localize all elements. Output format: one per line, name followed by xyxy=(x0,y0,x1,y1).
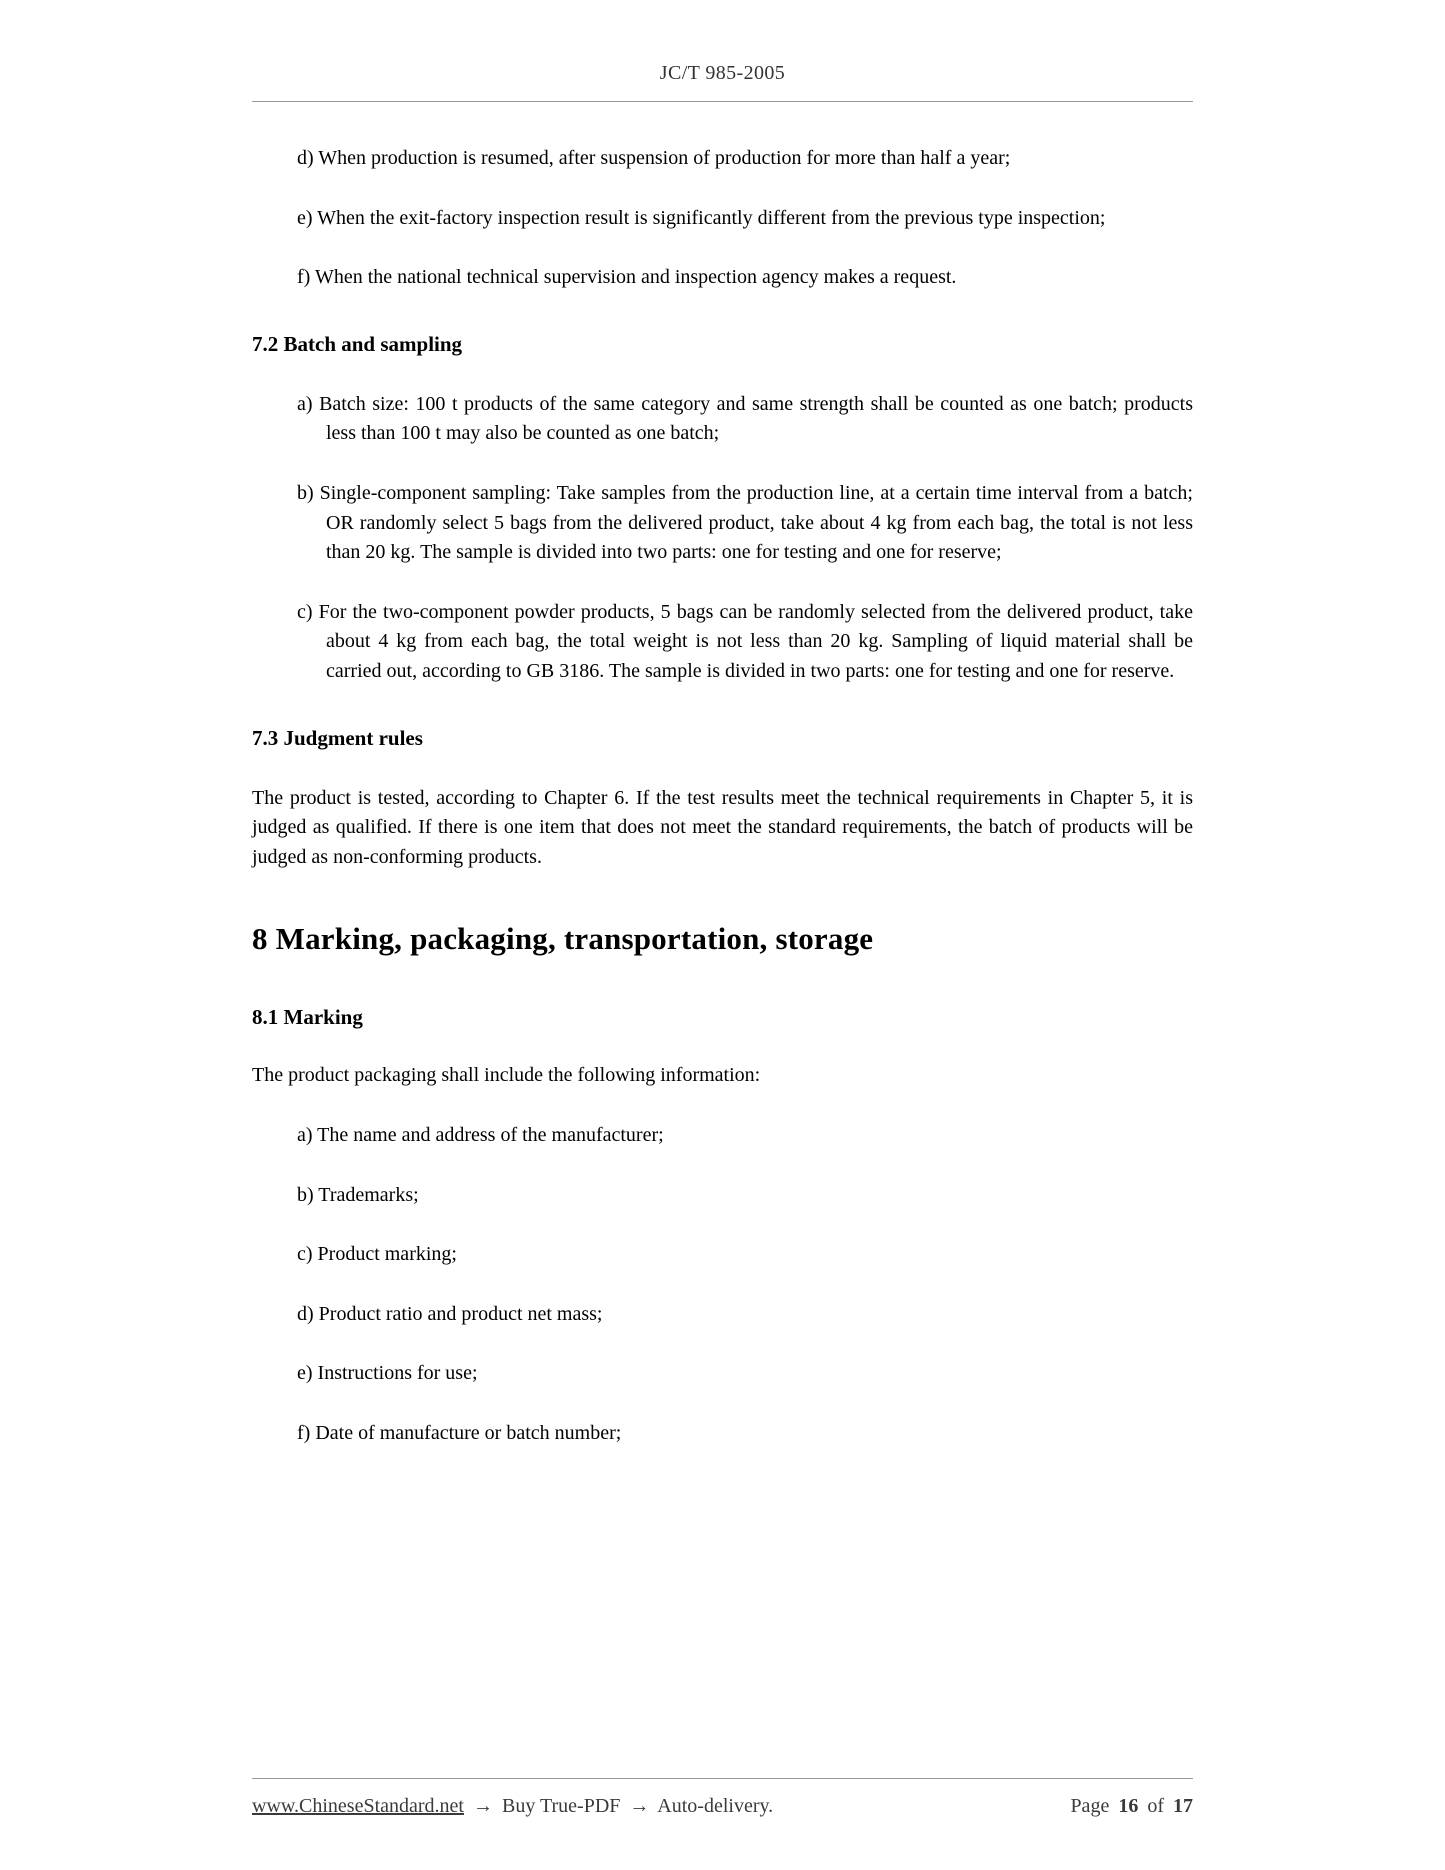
list-item-8-1-d: d) Product ratio and product net mass; xyxy=(297,1302,603,1325)
footer-source-line xyxy=(252,1795,777,1818)
of-word: of xyxy=(1147,1795,1164,1817)
current-page-number: 16 xyxy=(1118,1795,1139,1817)
page-word: Page xyxy=(1070,1795,1110,1817)
section-heading-7-2: 7.2 Batch and sampling xyxy=(252,331,463,356)
footer-row xyxy=(252,1779,1193,1818)
arrow-icon: → xyxy=(473,1795,493,1817)
list-item-7-2-a: a) Batch size: 100 t products of the same category and same strength shall be counted as one batch; products less than 100 t may also be counted as one batch; xyxy=(297,392,1193,445)
total-page-number: 17 xyxy=(1173,1795,1193,1817)
page-number-indicator xyxy=(1066,1795,1193,1818)
document-code: JC/T 985-2005 xyxy=(659,62,786,84)
list-item-d: d) When production is resumed, after suspension of production for more than half a year; xyxy=(297,147,1011,169)
footer-delivery-label: Auto-delivery. xyxy=(657,1795,774,1817)
list-item-7-2-b: b) Single-component sampling: Take samples from the production line, at a certain time interval from a batch; OR randomly select 5 bags from the delivered product, take about 4 kg from each bag, the total is not less than 20 kg. The sample is divided into two parts: one for testing and one for reserve; xyxy=(297,482,1193,564)
section-heading-8-1: 8.1 Marking xyxy=(252,1005,363,1030)
footer-buy-label: Buy True-PDF xyxy=(502,1795,621,1817)
document-body xyxy=(252,102,1193,1770)
section-heading-7-3: 7.3 Judgment rules xyxy=(252,725,423,750)
arrow-icon: → xyxy=(629,1795,650,1817)
list-item-7-2-c: c) For the two-component powder products, 5 bags can be randomly selected from the delivered product, take about 4 kg from each bag, the total weight is not less than 20 kg. Sampling of liquid material shall be carried out, according to GB 3186. The sample is divided in two parts: one for testing and one for reserve. xyxy=(297,600,1193,683)
page-footer xyxy=(252,1770,1193,1818)
paragraph-judgment-rules: The product is tested, according to Chapter 6. If the test results meet the technical requirements in Chapter 5, it is judged as qualified. If there is one item that does not meet the standard requirements, the batch of products will be judged as non-conforming products. xyxy=(252,786,1193,868)
list-item-8-1-f: f) Date of manufacture or batch number; xyxy=(297,1421,622,1444)
chapter-heading-8: 8 Marking, packaging, transportation, storage xyxy=(252,921,874,957)
list-item-8-1-c: c) Product marking; xyxy=(297,1243,457,1266)
list-item-8-1-e: e) Instructions for use; xyxy=(297,1362,478,1385)
list-item-e: e) When the exit-factory inspection result is significantly different from the previous type inspection; xyxy=(297,206,1106,229)
list-item-8-1-a: a) The name and address of the manufacturer; xyxy=(297,1124,664,1147)
list-item-8-1-b: b) Trademarks; xyxy=(297,1183,419,1206)
list-item-f: f) When the national technical supervision and inspection agency makes a request. xyxy=(297,266,957,289)
chinesestandard-link[interactable]: www.ChineseStandard.net xyxy=(252,1795,464,1817)
page-header xyxy=(252,62,1193,102)
paragraph-marking-intro: The product packaging shall include the following information: xyxy=(252,1064,761,1087)
